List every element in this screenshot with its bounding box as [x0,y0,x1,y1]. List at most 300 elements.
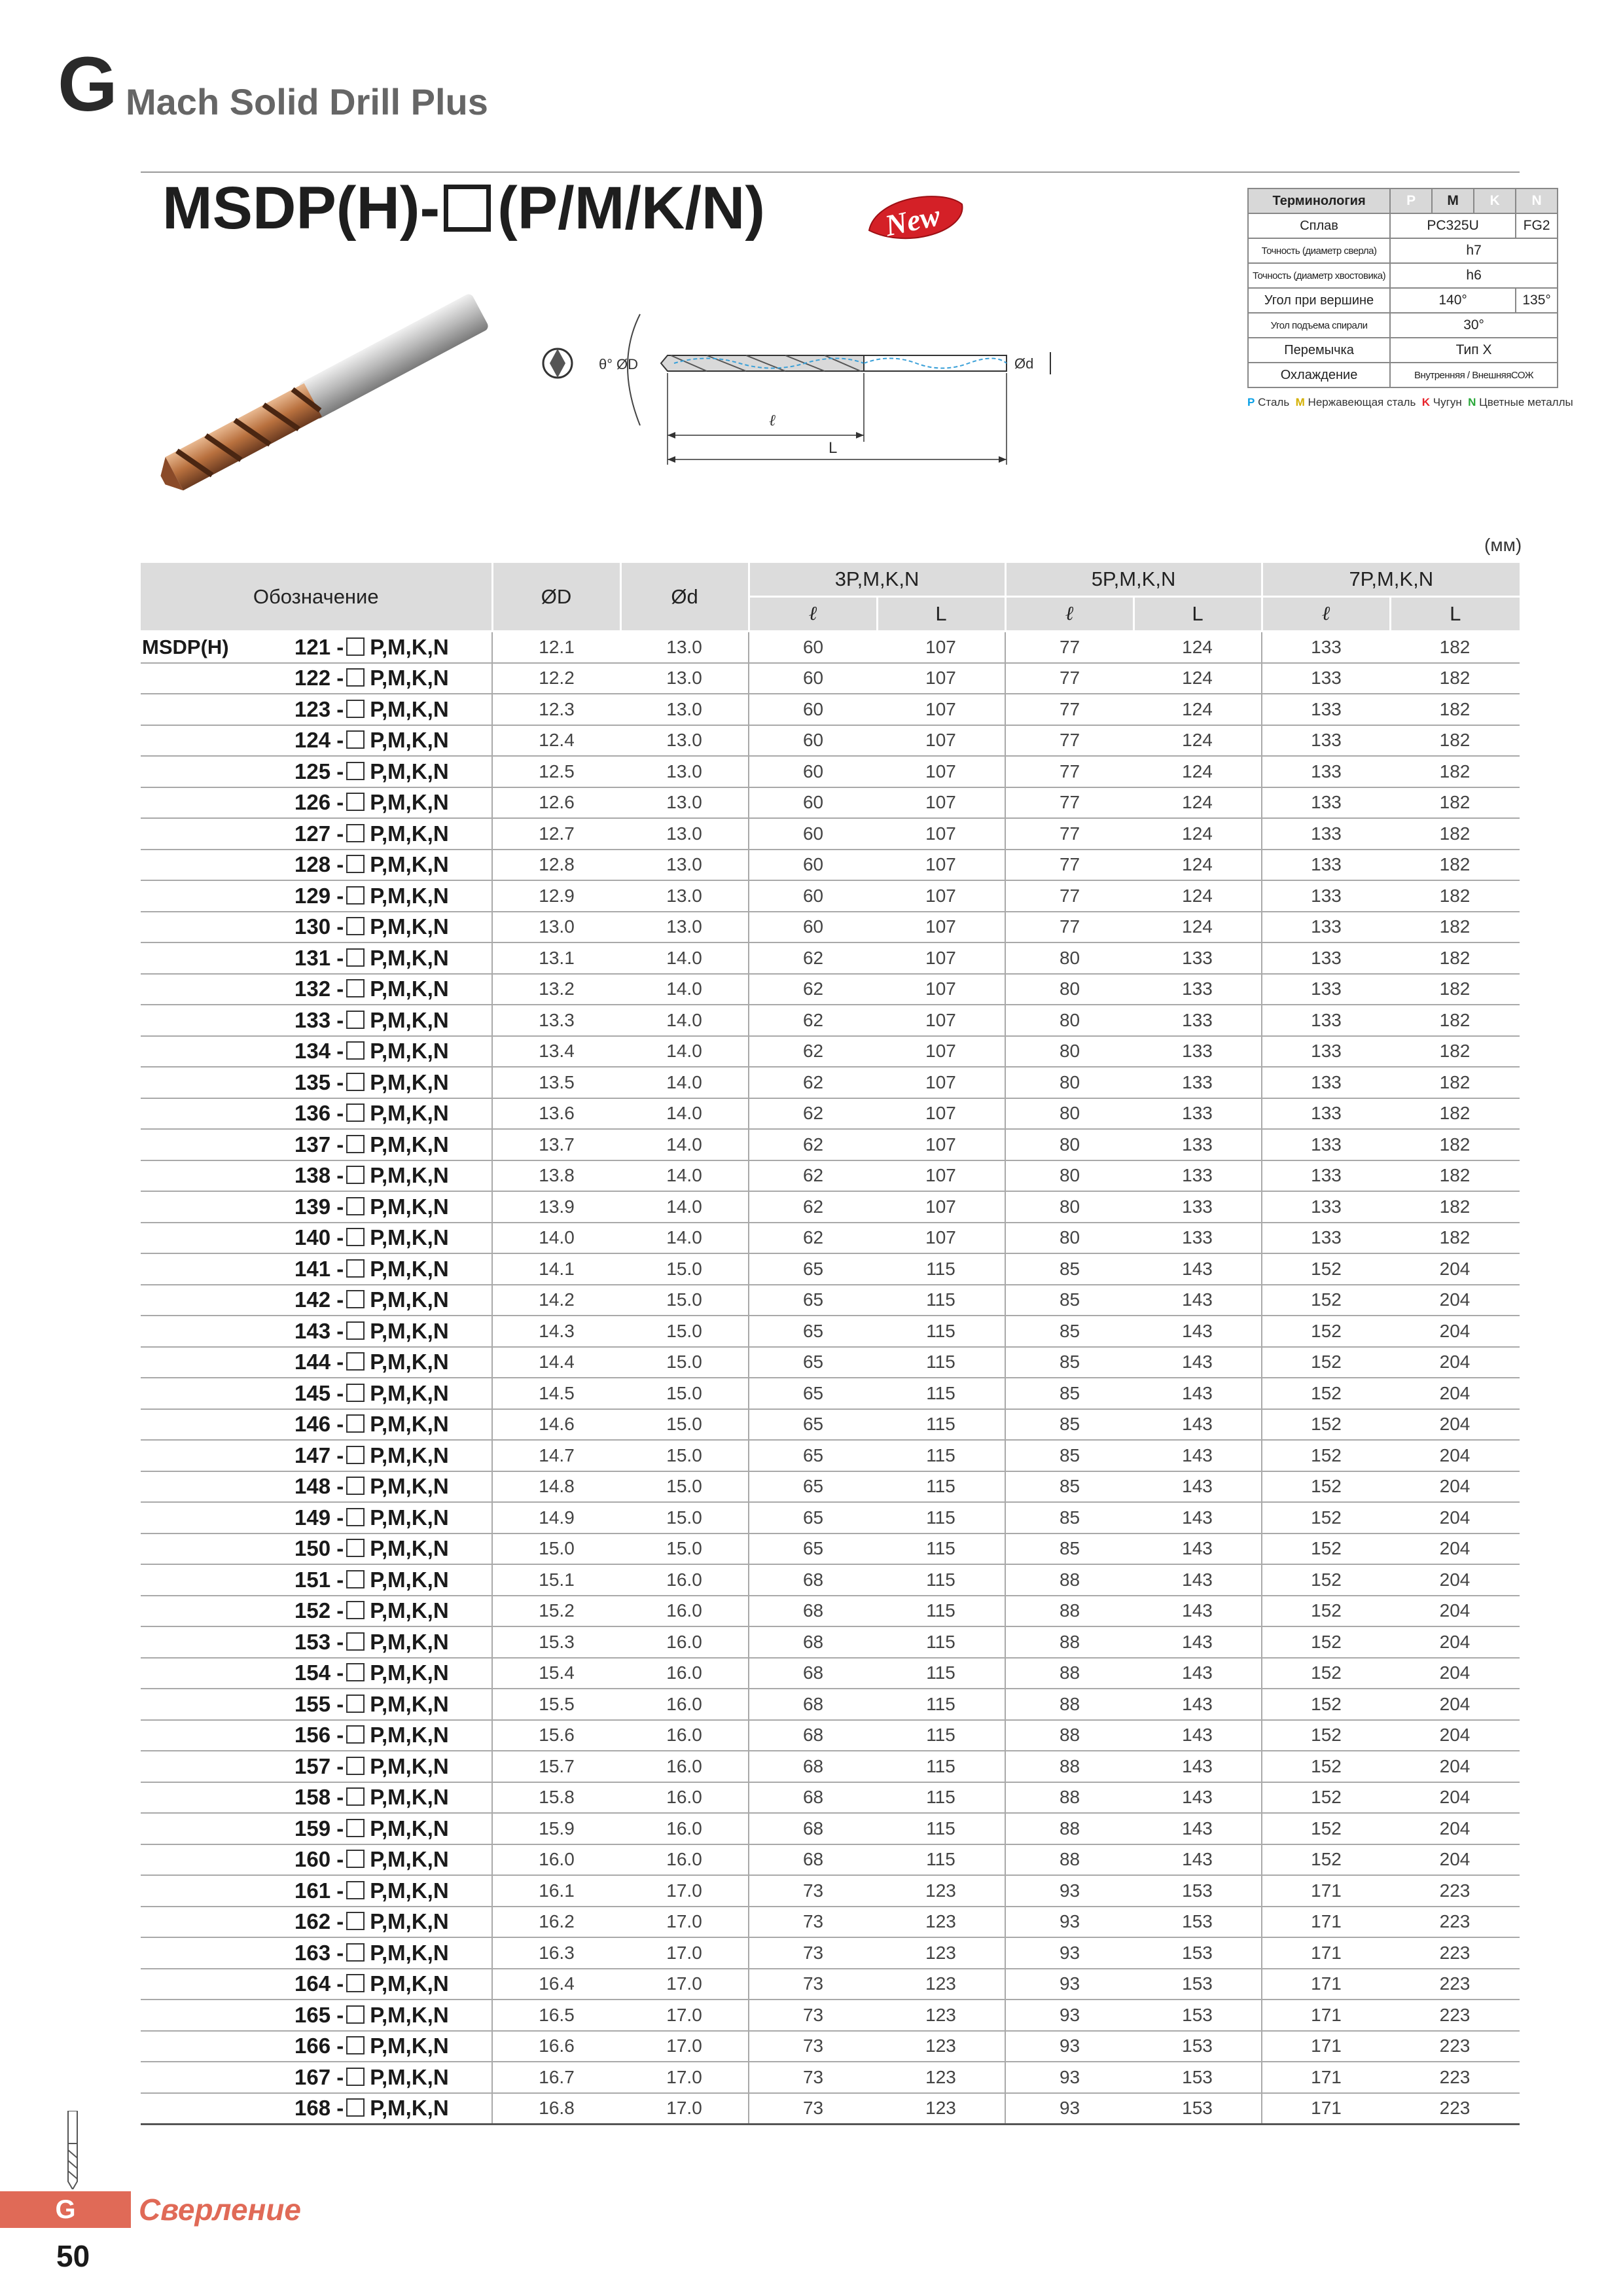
designation-cell: 125 - P,M,K,N [294,756,492,787]
cell-l5: 93 [1005,1937,1133,1969]
row-prefix [141,663,294,694]
designation-cell: 126 - P,M,K,N [294,787,492,819]
spec-label: Сплав [1248,213,1390,238]
table-row [141,974,1520,1005]
designation-suffix: P,M,K,N [370,1225,449,1250]
designation-cell: 138 - P,M,K,N [294,1160,492,1192]
designation-suffix: P,M,K,N [370,1194,449,1219]
cell-l7: 133 [1262,1067,1390,1098]
cell-l5: 93 [1005,1907,1133,1938]
cell-L3: 107 [877,694,1005,725]
designation-cell: 147 - P,M,K,N [294,1440,492,1471]
cell-L5: 153 [1133,1937,1262,1969]
cell-D: 13.3 [492,1005,620,1036]
cell-l3: 68 [749,1689,877,1720]
cell-d: 15.0 [620,1253,749,1285]
cell-L3: 115 [877,1285,1005,1316]
cell-L5: 143 [1133,1782,1262,1814]
cell-l7: 133 [1262,974,1390,1005]
blank-box-icon [346,855,365,873]
designation-cell: 129 - P,M,K,N [294,880,492,912]
row-prefix [141,1596,294,1627]
cell-l3: 68 [749,1626,877,1658]
designation-cell: 131 - P,M,K,N [294,942,492,974]
cell-l5: 80 [1005,942,1133,974]
blank-box-icon [346,1881,365,1899]
table-row [141,725,1520,757]
cell-l3: 68 [749,1658,877,1689]
svg-text:θ°: θ° [599,356,613,372]
cell-L3: 107 [877,725,1005,757]
cell-d: 17.0 [620,1875,749,1907]
cell-l3: 68 [749,1564,877,1596]
cell-l5: 80 [1005,1067,1133,1098]
cell-d: 16.0 [620,1720,749,1751]
cell-L5: 143 [1133,1534,1262,1565]
table-row [141,1471,1520,1503]
cell-l5: 80 [1005,1223,1133,1254]
new-badge-text: New [882,198,943,243]
cell-l7: 152 [1262,1720,1390,1751]
spec-value: h6 [1390,263,1558,288]
cell-L7: 204 [1390,1502,1520,1534]
cell-D: 16.6 [492,2031,620,2062]
cell-l5: 85 [1005,1316,1133,1347]
blank-box-icon [346,979,365,997]
cell-D: 13.4 [492,1036,620,1067]
blank-box-icon [346,1850,365,1868]
cell-L3: 107 [877,632,1005,663]
cell-l5: 88 [1005,1751,1133,1782]
designation-cell: 156 - P,M,K,N [294,1720,492,1751]
cell-d: 15.0 [620,1316,749,1347]
table-row [141,1191,1520,1223]
table-row [141,1844,1520,1876]
table-row [141,818,1520,850]
cell-L3: 115 [877,1813,1005,1844]
drill-dimension-drawing [537,301,1178,471]
cell-l5: 80 [1005,1098,1133,1130]
cell-L3: 115 [877,1782,1005,1814]
designation-code: 146 [294,1412,331,1437]
cell-l7: 133 [1262,1036,1390,1067]
designation-code: 142 [294,1287,331,1312]
cell-d: 14.0 [620,1098,749,1130]
cell-l3: 65 [749,1253,877,1285]
cell-L3: 115 [877,1253,1005,1285]
designation-code: 140 [294,1225,331,1250]
cell-L7: 223 [1390,2093,1520,2125]
cell-l3: 60 [749,694,877,725]
cell-l5: 88 [1005,1596,1133,1627]
footer-section-tab: G [0,2191,131,2228]
cell-l5: 77 [1005,850,1133,881]
blank-box-icon [346,1974,365,1992]
cell-D: 15.9 [492,1813,620,1844]
designation-code: 130 [294,914,331,939]
cell-l5: 88 [1005,1564,1133,1596]
blank-box-icon [346,1757,365,1775]
table-row [141,1596,1520,1627]
blank-box-icon [346,1446,365,1464]
cell-L7: 223 [1390,1969,1520,2000]
blank-box-icon [346,1197,365,1215]
designation-code: 122 [294,666,331,691]
designation-cell: 133 - P,M,K,N [294,1005,492,1036]
cell-d: 15.0 [620,1285,749,1316]
designation-suffix: P,M,K,N [370,1660,449,1685]
row-prefix [141,818,294,850]
blank-box-icon [346,1539,365,1557]
cell-l5: 85 [1005,1409,1133,1441]
cell-D: 16.1 [492,1875,620,1907]
cell-l7: 171 [1262,1907,1390,1938]
section-letter: G [58,41,118,128]
designation-cell: 150 - P,M,K,N [294,1534,492,1565]
designation-code: 128 [294,852,331,877]
spec-value: Внутренняя / ВнешняяСОЖ [1390,363,1558,387]
blank-box-icon [346,1166,365,1184]
designation-suffix: P,M,K,N [370,1318,449,1343]
blank-box-icon [346,1073,365,1091]
cell-l7: 152 [1262,1440,1390,1471]
cell-L3: 107 [877,912,1005,943]
cell-L7: 204 [1390,1813,1520,1844]
material-m: M [1432,188,1474,213]
designation-suffix: P,M,K,N [370,977,449,1001]
cell-L3: 123 [877,1875,1005,1907]
cell-L5: 133 [1133,942,1262,974]
spec-label: Угол при вершине [1248,288,1390,313]
designation-code: 136 [294,1101,331,1126]
cell-L7: 204 [1390,1689,1520,1720]
cell-L3: 107 [877,850,1005,881]
cell-L3: 107 [877,818,1005,850]
cell-l7: 133 [1262,1098,1390,1130]
designation-suffix: P,M,K,N [370,1691,449,1716]
designation-suffix: P,M,K,N [370,1878,449,1903]
header-divider [141,171,1520,173]
cell-L7: 204 [1390,1534,1520,1565]
cell-l5: 85 [1005,1378,1133,1409]
designation-suffix: P,M,K,N [370,1567,449,1592]
cell-L7: 182 [1390,663,1520,694]
cell-l5: 85 [1005,1471,1133,1503]
cell-l5: 80 [1005,1005,1133,1036]
designation-suffix: P,M,K,N [370,1350,449,1374]
cell-L3: 115 [877,1626,1005,1658]
cell-l5: 80 [1005,974,1133,1005]
cell-l7: 152 [1262,1502,1390,1534]
cell-L5: 124 [1133,694,1262,725]
blank-box-icon [346,1632,365,1651]
series-title: Mach Solid Drill Plus [126,81,488,122]
designation-cell: 141 - P,M,K,N [294,1253,492,1285]
cell-l5: 85 [1005,1347,1133,1378]
cell-L5: 143 [1133,1409,1262,1441]
row-prefix [141,850,294,881]
blank-box-icon [346,2005,365,2024]
cell-l3: 62 [749,942,877,974]
designation-code: 147 [294,1443,331,1467]
cell-D: 12.8 [492,850,620,881]
cell-L3: 115 [877,1564,1005,1596]
blank-box-icon [346,1912,365,1930]
spec-value: Тип X [1390,338,1558,363]
cell-L5: 124 [1133,880,1262,912]
designation-cell: 161 - P,M,K,N [294,1875,492,1907]
row-prefix [141,756,294,787]
table-row [141,2062,1520,2093]
product-title-prefix: MSDP(H)- [162,175,440,242]
cell-L7: 182 [1390,974,1520,1005]
cell-l7: 152 [1262,1347,1390,1378]
cell-l7: 133 [1262,818,1390,850]
cell-L3: 107 [877,1067,1005,1098]
designation-cell: 124 - P,M,K,N [294,725,492,757]
dimensions-table [141,563,1520,2125]
cell-D: 14.4 [492,1347,620,1378]
cell-d: 13.0 [620,818,749,850]
row-prefix [141,1067,294,1098]
blank-box-icon [346,1384,365,1402]
designation-cell: 159 - P,M,K,N [294,1813,492,1844]
cell-l3: 73 [749,1907,877,1938]
cell-L3: 115 [877,1409,1005,1441]
cell-l3: 68 [749,1720,877,1751]
row-prefix [141,1782,294,1814]
designation-suffix: P,M,K,N [370,1723,449,1748]
cell-D: 12.5 [492,756,620,787]
cell-l5: 88 [1005,1689,1133,1720]
table-row [141,663,1520,694]
cell-L5: 124 [1133,850,1262,881]
designation-cell: 137 - P,M,K,N [294,1129,492,1160]
blank-box-icon [346,1228,365,1246]
blank-box-icon [346,793,365,811]
cell-L5: 143 [1133,1813,1262,1844]
cell-D: 14.5 [492,1378,620,1409]
cell-D: 13.1 [492,942,620,974]
blank-box-icon [346,1787,365,1806]
cell-d: 17.0 [620,1969,749,2000]
designation-cell: 154 - P,M,K,N [294,1658,492,1689]
cell-l7: 133 [1262,1223,1390,1254]
designation-suffix: P,M,K,N [370,2034,449,2058]
table-row [141,1316,1520,1347]
cell-L3: 107 [877,1160,1005,1192]
cell-L3: 123 [877,1937,1005,1969]
page-number: 50 [56,2239,90,2273]
cell-D: 14.0 [492,1223,620,1254]
cell-L3: 107 [877,663,1005,694]
cell-l5: 77 [1005,725,1133,757]
designation-cell: 122 - P,M,K,N [294,663,492,694]
table-row [141,1626,1520,1658]
designation-code: 129 [294,883,331,908]
designation-code: 166 [294,2034,331,2058]
row-prefix [141,1223,294,1254]
cell-L3: 123 [877,2093,1005,2125]
cell-L5: 124 [1133,787,1262,819]
designation-suffix: P,M,K,N [370,1785,449,1810]
designation-cell: 121 - P,M,K,N [294,632,492,663]
col-l-7: ℓ [1262,597,1390,632]
designation-code: 158 [294,1785,331,1810]
table-row [141,1129,1520,1160]
cell-l7: 133 [1262,1191,1390,1223]
designation-cell: 135 - P,M,K,N [294,1067,492,1098]
designation-code: 124 [294,728,331,753]
designation-suffix: P,M,K,N [370,1753,449,1778]
blank-box-icon [346,1352,365,1371]
designation-code: 143 [294,1318,331,1343]
cell-L3: 115 [877,1316,1005,1347]
cell-l3: 65 [749,1502,877,1534]
cell-L7: 223 [1390,2031,1520,2062]
cell-l7: 133 [1262,725,1390,757]
designation-code: 139 [294,1194,331,1219]
designation-cell: 136 - P,M,K,N [294,1098,492,1130]
cell-d: 16.0 [620,1596,749,1627]
cell-L7: 182 [1390,850,1520,881]
designation-suffix: P,M,K,N [370,1971,449,1996]
row-prefix [141,1502,294,1534]
cell-l5: 93 [1005,1875,1133,1907]
cell-d: 17.0 [620,2093,749,2125]
designation-cell: 166 - P,M,K,N [294,2031,492,2062]
cell-L7: 182 [1390,1036,1520,1067]
designation-cell: 140 - P,M,K,N [294,1223,492,1254]
drill-photo [141,291,507,494]
designation-code: 144 [294,1350,331,1374]
cell-d: 14.0 [620,942,749,974]
designation-code: 155 [294,1691,331,1716]
cell-D: 15.3 [492,1626,620,1658]
designation-cell: 160 - P,M,K,N [294,1844,492,1876]
cell-l5: 77 [1005,818,1133,850]
cell-l7: 171 [1262,2031,1390,2062]
designation-code: 152 [294,1598,331,1623]
cell-l5: 93 [1005,2000,1133,2031]
table-row [141,756,1520,787]
cell-L5: 153 [1133,2031,1262,2062]
table-row [141,1005,1520,1036]
cell-d: 16.0 [620,1813,749,1844]
blank-box-icon [346,1259,365,1278]
col-group-5: 5P,M,K,N [1005,563,1262,597]
cell-d: 16.0 [620,1658,749,1689]
cell-D: 14.9 [492,1502,620,1534]
designation-code: 145 [294,1380,331,1405]
designation-cell: 145 - P,M,K,N [294,1378,492,1409]
designation-suffix: P,M,K,N [370,1940,449,1965]
cell-l7: 133 [1262,663,1390,694]
cell-L7: 223 [1390,1937,1520,1969]
cell-l3: 68 [749,1596,877,1627]
table-row [141,1875,1520,1907]
cell-L5: 143 [1133,1751,1262,1782]
col-D: ØD [492,563,620,632]
cell-l3: 60 [749,632,877,663]
table-row [141,1223,1520,1254]
designation-suffix: P,M,K,N [370,759,449,783]
cell-l7: 152 [1262,1471,1390,1503]
cell-D: 16.3 [492,1937,620,1969]
col-L-7: L [1390,597,1520,632]
row-prefix [141,1844,294,1876]
cell-L7: 223 [1390,2062,1520,2093]
row-prefix [141,1409,294,1441]
cell-l3: 60 [749,787,877,819]
cell-L5: 133 [1133,974,1262,1005]
cell-d: 14.0 [620,1160,749,1192]
cell-d: 16.0 [620,1844,749,1876]
cell-l7: 133 [1262,787,1390,819]
cell-L7: 182 [1390,1067,1520,1098]
cell-L5: 143 [1133,1378,1262,1409]
cell-l3: 65 [749,1409,877,1441]
blank-box-icon [346,886,365,905]
cell-d: 13.0 [620,694,749,725]
cell-l3: 62 [749,974,877,1005]
cell-l5: 85 [1005,1440,1133,1471]
row-prefix [141,787,294,819]
cell-L7: 204 [1390,1316,1520,1347]
blank-box-icon [346,1725,365,1744]
row-prefix [141,880,294,912]
cell-d: 13.0 [620,850,749,881]
designation-suffix: P,M,K,N [370,666,449,691]
row-prefix [141,974,294,1005]
cell-L5: 133 [1133,1098,1262,1130]
designation-code: 137 [294,1132,331,1157]
cell-d: 16.0 [620,1626,749,1658]
blank-box-icon [346,1011,365,1029]
cell-L7: 182 [1390,1223,1520,1254]
row-prefix [141,1564,294,1596]
cell-d: 15.0 [620,1534,749,1565]
cell-l3: 65 [749,1440,877,1471]
cell-l5: 93 [1005,2093,1133,2125]
cell-L5: 124 [1133,632,1262,663]
cell-l3: 73 [749,2031,877,2062]
designation-cell: 144 - P,M,K,N [294,1347,492,1378]
cell-l3: 68 [749,1844,877,1876]
table-row [141,2031,1520,2062]
cell-L5: 143 [1133,1844,1262,1876]
cell-L7: 223 [1390,2000,1520,2031]
cell-L7: 182 [1390,912,1520,943]
cell-L5: 153 [1133,2062,1262,2093]
cell-L7: 182 [1390,1129,1520,1160]
row-prefix [141,1316,294,1347]
table-row [141,1502,1520,1534]
cell-l3: 60 [749,880,877,912]
designation-cell: 128 - P,M,K,N [294,850,492,881]
cell-L3: 107 [877,1129,1005,1160]
cell-l3: 65 [749,1534,877,1565]
cell-d: 15.0 [620,1347,749,1378]
cell-L5: 153 [1133,2000,1262,2031]
designation-code: 154 [294,1660,331,1685]
cell-D: 14.8 [492,1471,620,1503]
cell-L5: 133 [1133,1191,1262,1223]
cell-L3: 107 [877,1223,1005,1254]
cell-L7: 204 [1390,1378,1520,1409]
cell-L3: 115 [877,1844,1005,1876]
spec-value: FG2 [1516,213,1558,238]
